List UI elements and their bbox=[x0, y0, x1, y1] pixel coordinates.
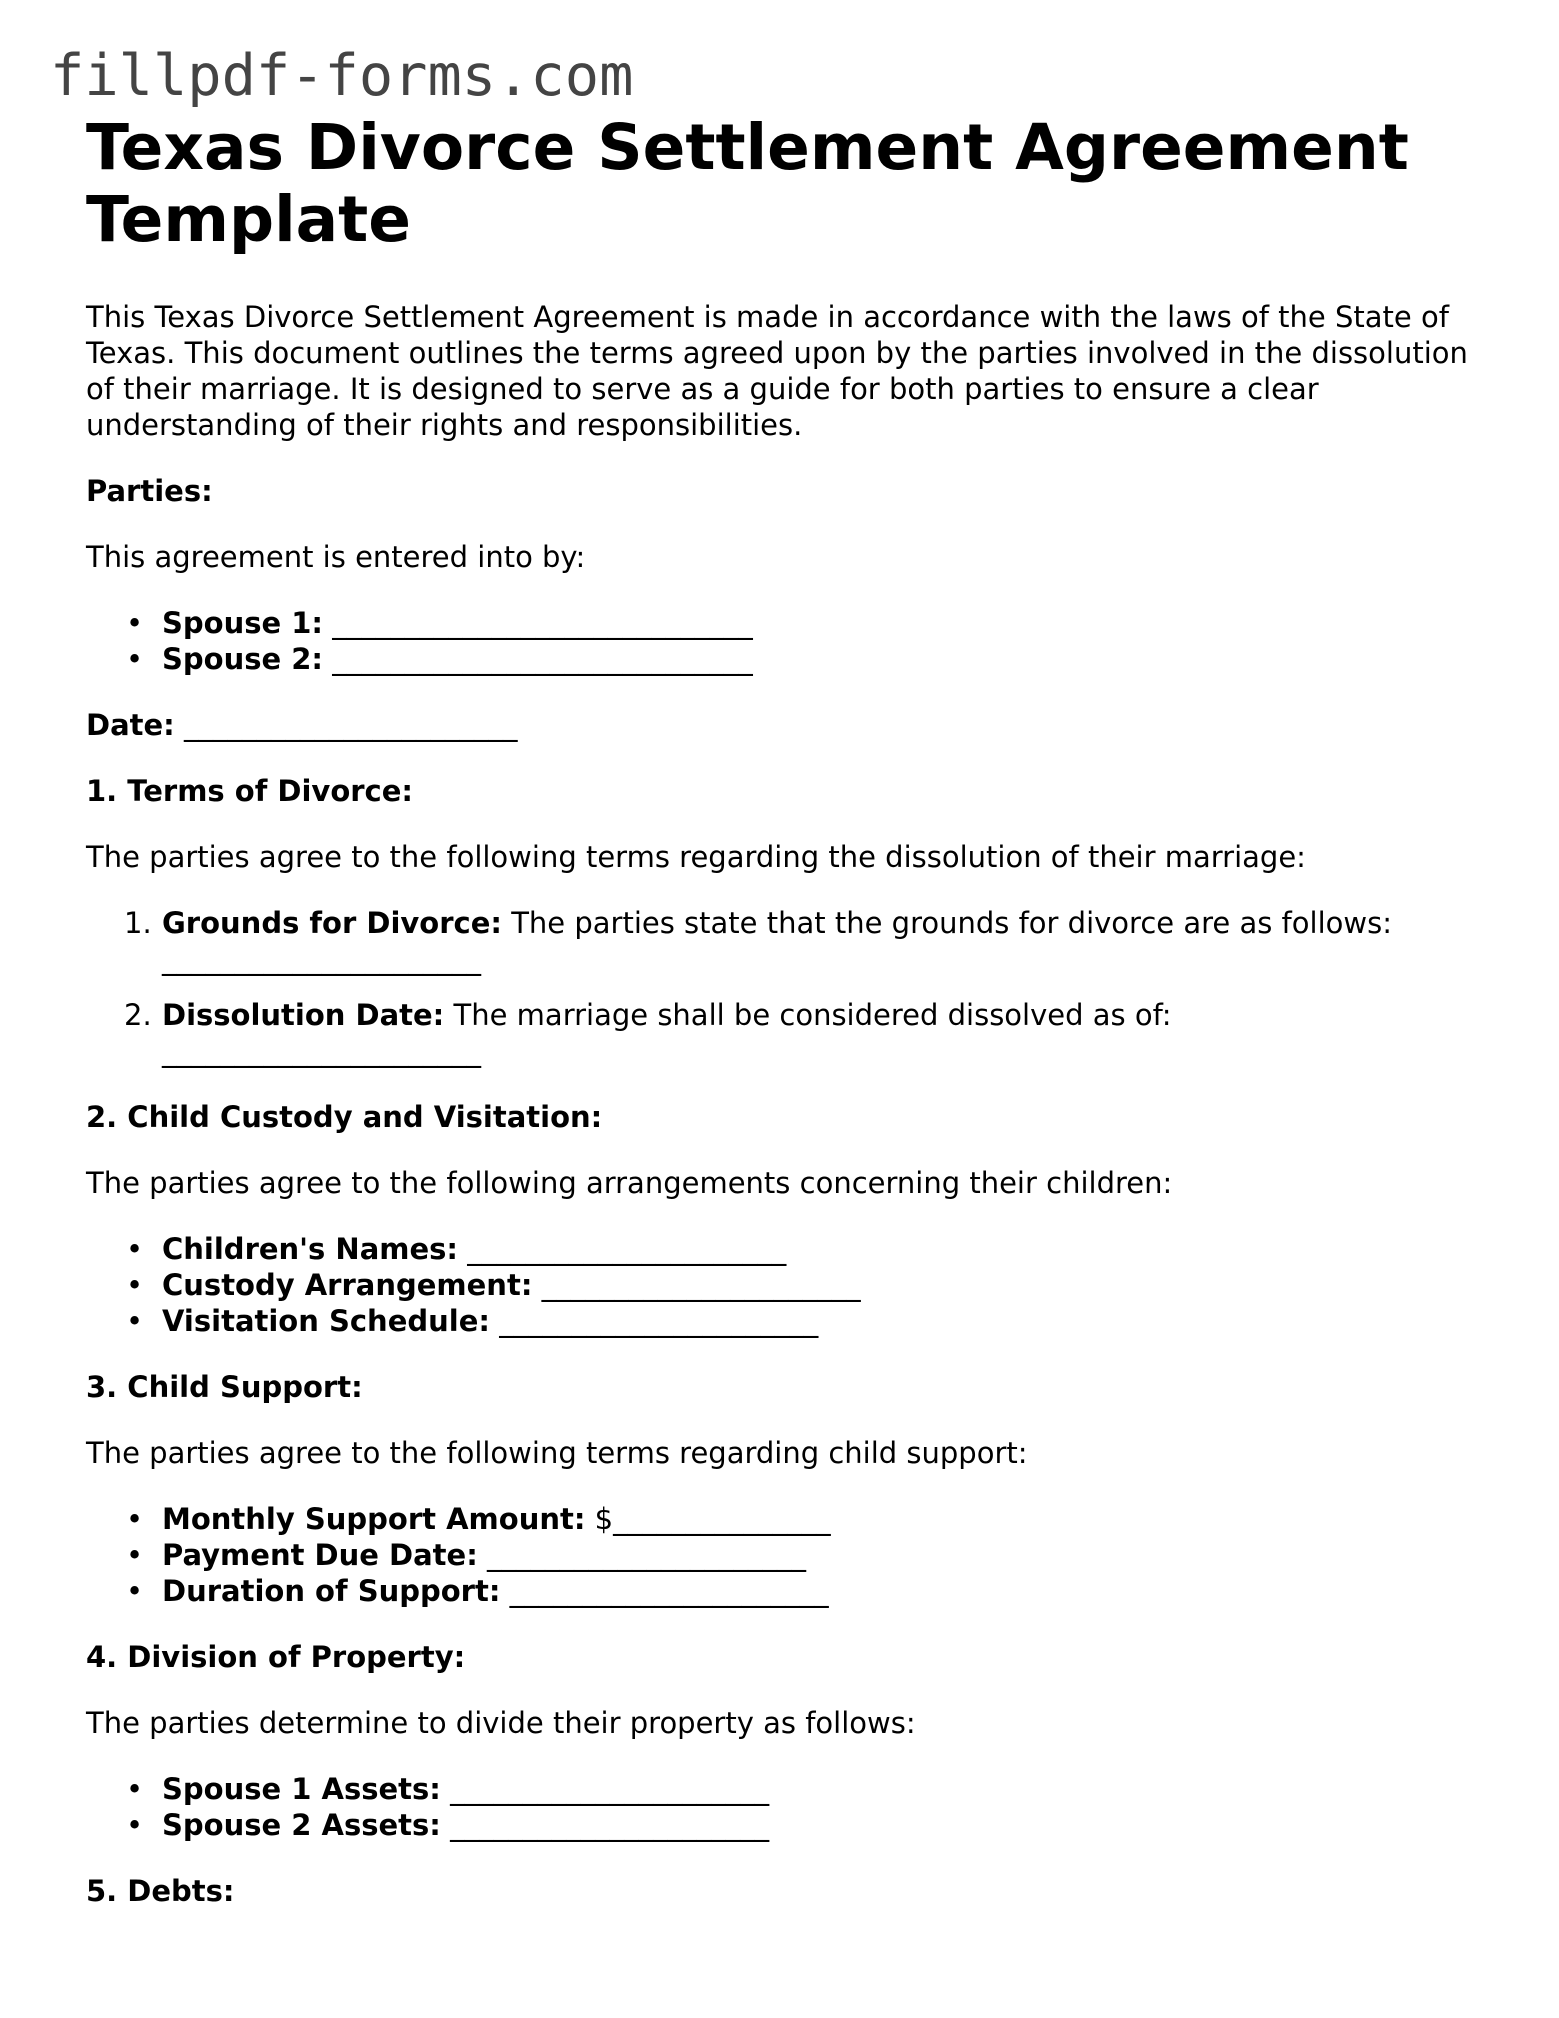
grounds-text: The parties state that the grounds for divorce are as follows: bbox=[501, 906, 1392, 940]
date-label: Date: bbox=[86, 708, 175, 742]
title-line-1: Texas Divorce Settlement Agreement bbox=[86, 111, 1409, 184]
section-2-text: The parties agree to the following arrangements concerning their children: bbox=[86, 1166, 1173, 1200]
section-4-heading: 4. Division of Property: bbox=[86, 1640, 466, 1674]
spouse-1-field[interactable]: _____________________________ bbox=[332, 606, 753, 640]
parties-text: This agreement is entered into by: bbox=[86, 540, 586, 574]
spouse-2-field[interactable]: _____________________________ bbox=[332, 642, 753, 676]
document-title bbox=[86, 112, 1486, 256]
item-number: 1. bbox=[124, 906, 152, 940]
grounds-label: Grounds for Divorce: bbox=[162, 906, 502, 940]
section-2-list bbox=[86, 1231, 1486, 1339]
visitation-schedule-field[interactable]: ______________________ bbox=[499, 1304, 819, 1338]
list-item bbox=[86, 1303, 1486, 1339]
section-1-text: The parties agree to the following terms regarding the dissolution of their marriage: bbox=[86, 840, 1306, 874]
section-3-heading: 3. Child Support: bbox=[86, 1370, 363, 1404]
list-item bbox=[86, 1573, 1486, 1609]
custody-arrangement-label: Custody Arrangement: bbox=[162, 1268, 533, 1302]
childrens-names-field[interactable]: ______________________ bbox=[467, 1232, 787, 1266]
spouse-2-label: Spouse 2: bbox=[162, 642, 324, 676]
section-1-list bbox=[86, 905, 1486, 1069]
monthly-support-label: Monthly Support Amount: bbox=[162, 1502, 586, 1536]
list-item bbox=[86, 905, 1486, 977]
intro-paragraph: This Texas Divorce Settlement Agreement is made in accordance with the laws of the State of Texas. This document outlines the terms agreed upon by the parties involved in the dissolution of their marriage. It is designed to serve as a guide for both parties to ensure a clear understanding of their rights and responsibilities. bbox=[86, 300, 1468, 442]
custody-arrangement-field[interactable]: ______________________ bbox=[541, 1268, 861, 1302]
spouse-1-label: Spouse 1: bbox=[162, 606, 324, 640]
spouse-2-assets-label: Spouse 2 Assets: bbox=[162, 1808, 441, 1842]
list-item bbox=[86, 1231, 1486, 1267]
document-page bbox=[86, 112, 1486, 1909]
list-item bbox=[86, 1807, 1486, 1843]
section-4-text: The parties determine to divide their property as follows: bbox=[86, 1706, 916, 1740]
list-item bbox=[86, 1771, 1486, 1807]
date-line bbox=[86, 707, 1486, 743]
section-1-heading: 1. Terms of Divorce: bbox=[86, 774, 414, 808]
section-3-list bbox=[86, 1501, 1486, 1609]
parties-list bbox=[86, 605, 1486, 677]
list-item bbox=[86, 1501, 1486, 1537]
duration-of-support-label: Duration of Support: bbox=[162, 1574, 501, 1608]
section-2-heading: 2. Child Custody and Visitation: bbox=[86, 1100, 603, 1134]
visitation-schedule-label: Visitation Schedule: bbox=[162, 1304, 490, 1338]
section-3-text: The parties agree to the following terms regarding child support: bbox=[86, 1436, 1028, 1470]
list-item bbox=[86, 1537, 1486, 1573]
list-item bbox=[86, 997, 1486, 1069]
spouse-1-assets-field[interactable]: ______________________ bbox=[450, 1772, 770, 1806]
dissolution-date-field[interactable]: ______________________ bbox=[162, 1034, 481, 1068]
duration-of-support-field[interactable]: ______________________ bbox=[509, 1574, 829, 1608]
list-item bbox=[86, 641, 1486, 677]
watermark-text: fillpdf-forms.com bbox=[50, 43, 634, 109]
payment-due-date-field[interactable]: ______________________ bbox=[487, 1538, 807, 1572]
parties-heading: Parties: bbox=[86, 474, 213, 508]
spouse-2-assets-field[interactable]: ______________________ bbox=[450, 1808, 770, 1842]
item-number: 2. bbox=[124, 998, 152, 1032]
title-line-2: Template bbox=[86, 183, 412, 256]
dissolution-date-label: Dissolution Date: bbox=[162, 998, 445, 1032]
section-5-heading: 5. Debts: bbox=[86, 1874, 235, 1908]
monthly-support-field[interactable]: $_______________ bbox=[594, 1502, 831, 1536]
list-item bbox=[86, 1267, 1486, 1303]
childrens-names-label: Children's Names: bbox=[162, 1232, 459, 1266]
section-4-list bbox=[86, 1771, 1486, 1843]
dissolution-date-text: The marriage shall be considered dissolved as of: bbox=[444, 998, 1172, 1032]
spouse-1-assets-label: Spouse 1 Assets: bbox=[162, 1772, 441, 1806]
list-item bbox=[86, 605, 1486, 641]
payment-due-date-label: Payment Due Date: bbox=[162, 1538, 478, 1572]
date-field[interactable]: _______________________ bbox=[184, 708, 518, 742]
grounds-field[interactable]: ______________________ bbox=[162, 942, 481, 976]
